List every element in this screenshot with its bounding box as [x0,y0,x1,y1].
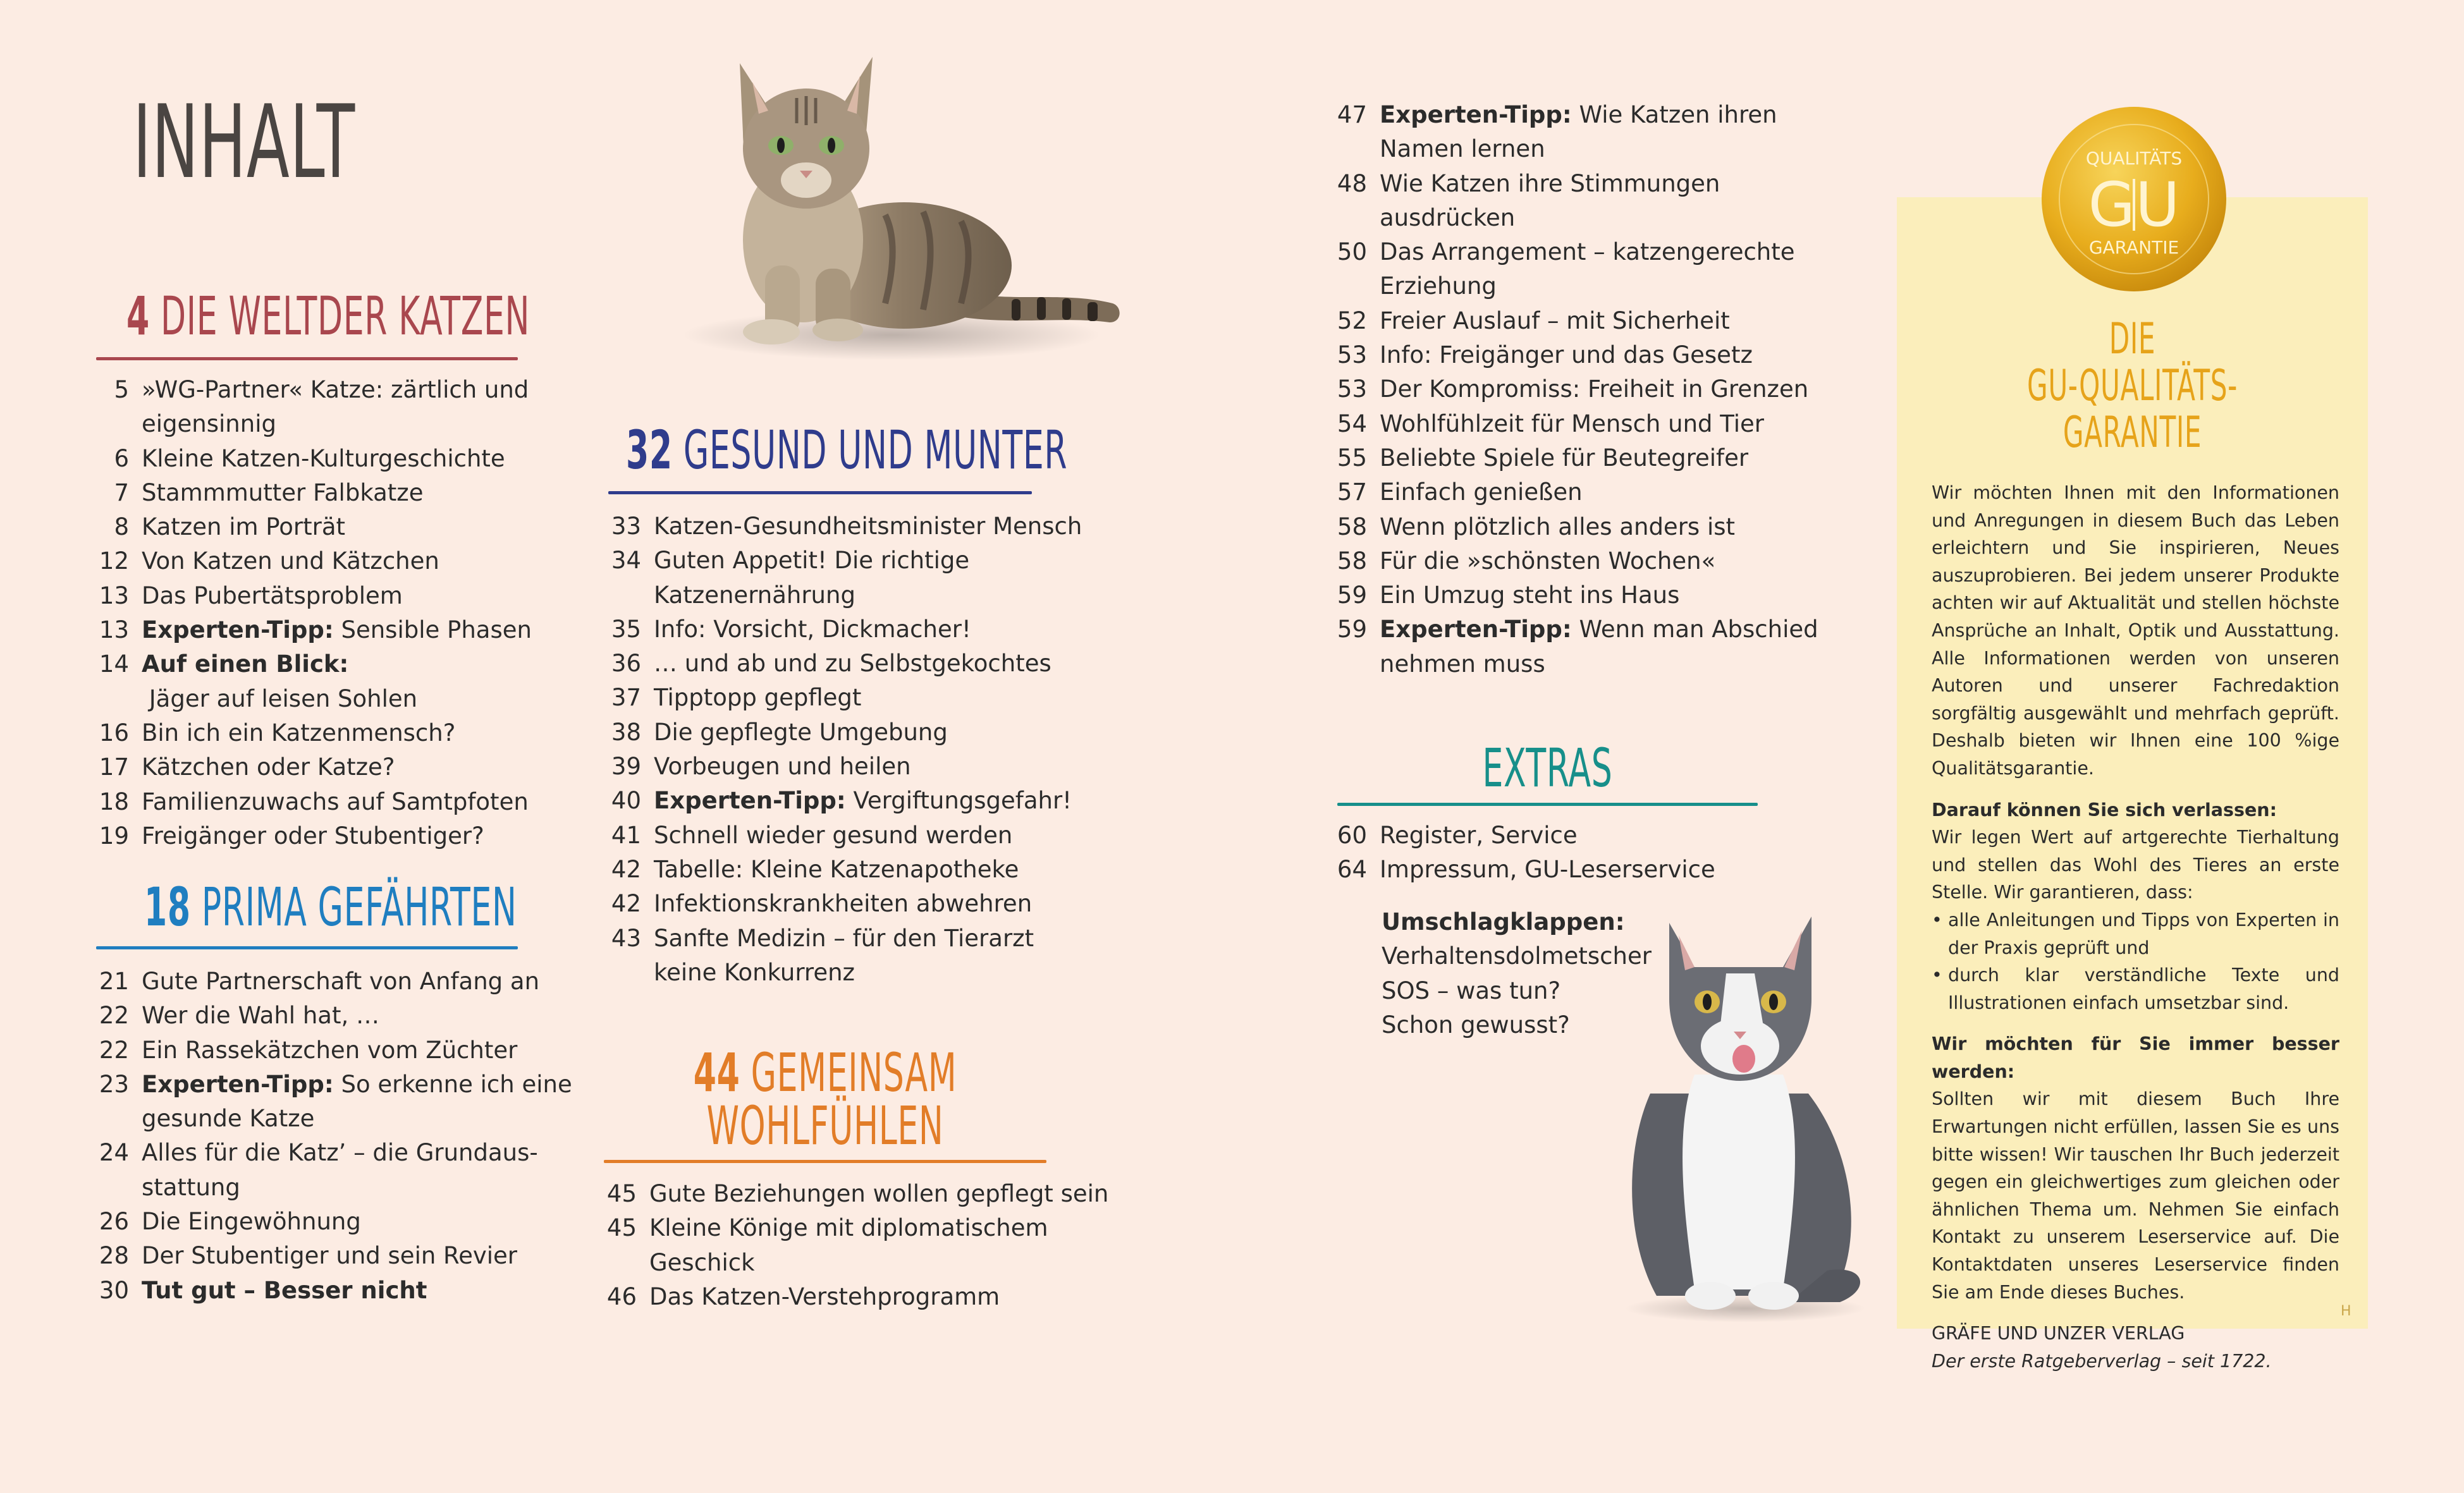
toc-entry[interactable] [1334,338,1840,372]
guarantee-body [1932,479,2339,1375]
toc-entry[interactable] [1334,475,1840,509]
toc-entry-text: Ein Rassekätzchen vom Züchter [142,1036,518,1064]
toc-entry-text: Kleine Katzen-Kulturgeschichte [142,444,505,472]
toc-entry[interactable] [608,716,1089,750]
section-number: 18 [144,876,191,938]
toc-entry[interactable] [1334,819,1840,853]
tabby-cat-image [658,38,1138,379]
toc-entry-text: Stammmutter Falbkatze [142,478,424,506]
seal-bottom-text: GARANTIE [2088,237,2179,258]
toc-page-number: 59 [1337,582,1367,609]
toc-entry-text: Freigänger oder Stubentiger? [142,822,484,850]
page-title: INHALT [133,83,355,201]
toc-entry-text: Katzenernährung [654,581,855,609]
toc-entry[interactable] [1334,510,1840,544]
toc-page-number: 59 [1337,616,1367,643]
toc-entry[interactable] [96,510,577,544]
toc-entry-text: eigensinnig [142,410,276,438]
toc-page-number: 13 [99,582,129,609]
gu-quality-seal [2039,104,2229,294]
toc-entry-text: Bin ich ein Katzenmensch? [142,719,456,746]
toc-page-number: 58 [1337,513,1367,540]
toc-entry-text: Wohlfühlzeit für Mensch und Tier [1380,410,1765,437]
toc-entry[interactable] [96,1033,577,1068]
toc-page-number: 53 [1337,375,1367,403]
toc-page-number: 48 [1337,169,1367,197]
toc-entry-text: Einfach genießen [1380,478,1583,506]
guarantee-heading [1987,316,2279,456]
toc-page-number: 17 [99,753,129,781]
toc-entry-text: keine Konkurrenz [654,958,855,986]
toc-entry-text: Wenn plötzlich alles anders ist [1380,513,1736,540]
toc-entry-label: Experten-Tipp: [1380,616,1572,643]
toc-entry-text: Tabelle: Kleine Katzenapotheke [654,855,1019,883]
toc-entry[interactable] [608,819,1089,853]
cover-flap-item: SOS – was tun? [1382,977,1561,1004]
toc-page-number: 34 [611,547,641,575]
toc-entry[interactable] [604,1177,1109,1211]
toc-entry-text: Die Eingewöhnung [142,1208,361,1236]
guarantee-bullet-list [1932,906,2339,1016]
toc-entry[interactable] [96,476,577,510]
toc-entry-text: Freier Auslauf – mit Sicherheit [1380,307,1730,334]
toc-entry-text: Familienzuwachs auf Samtpfoten [142,788,529,815]
toc-entry-text: Beliebte Spiele für Beutegreifer [1380,444,1749,472]
toc-page-number: 39 [611,753,641,781]
toc-entry-text: Jäger auf leisen Sohlen [142,685,418,712]
toc-page-number: 45 [606,1180,637,1207]
toc-list-gesund [608,509,1089,990]
toc-page-number: 38 [611,718,641,746]
toc-entry-text: Das Katzen-Verstehprogramm [649,1283,1000,1310]
toc-entry[interactable] [608,544,1089,578]
toc-page-number: 23 [99,1070,129,1098]
section-number: 32 [626,419,673,481]
toc-page-number: 13 [99,616,129,644]
toc-entry[interactable] [608,887,1089,921]
toc-entry[interactable] [608,750,1089,784]
toc-page-number: 22 [99,1036,129,1064]
toc-entry[interactable] [96,442,577,476]
cover-flap-item: Schon gewusst? [1382,1011,1570,1039]
toc-page-number: 35 [611,615,641,643]
toc-page-number: 55 [1337,444,1367,472]
section-heading-welt [126,284,530,348]
toc-entry-text: Vorbeugen und heilen [654,753,911,781]
toc-entry[interactable] [96,965,577,999]
toc-entry-text: Das Pubertätsproblem [142,582,403,609]
toc-entry-text: Gute Beziehungen wollen gepflegt sein [649,1180,1109,1207]
toc-entry-text: Wer die Wahl hat, … [142,1002,379,1030]
toc-entry-text: … und ab und zu Selbstgekochtes [654,650,1051,678]
toc-page-number: 46 [606,1283,637,1310]
section-title: EXTRAS [1482,737,1613,799]
toc-page-number: 36 [611,650,641,678]
toc-entry-text: stattung [142,1173,240,1201]
toc-entry-label: Experten-Tipp: [654,787,846,815]
toc-list-gemeinsam [604,1177,1109,1314]
toc-entry-text: Wenn man Abschied [1571,616,1818,643]
toc-page-number: 64 [1337,856,1367,884]
guarantee-paragraph: Wir legen Wert auf artgerechte Tierhaltung und stellen das Wohl des Tieres an erste Stelle. Wir garantieren, dass: [1932,827,2339,903]
toc-entry[interactable] [1334,407,1840,441]
toc-entry[interactable] [96,579,577,613]
toc-page-number: 58 [1337,547,1367,575]
toc-entry-text: Kleine Könige mit diplomatischem [649,1214,1048,1242]
guarantee-bullet: • durch klar verständliche Texte und Illustrationen einfach umsetzbar sind. [1932,961,2339,1016]
toc-page-number: 21 [99,968,129,995]
toc-entry-text: Sanfte Medizin – für den Tierarzt [654,924,1034,952]
toc-entry-text: Info: Freigänger und das Gesetz [1380,341,1753,369]
toc-entry[interactable] [1334,132,1840,166]
toc-entry-text: nehmen muss [1380,650,1545,678]
toc-entry-text: »WG-Partner« Katze: zärtlich und [142,376,529,403]
seal-top-text: QUALITÄTS [2085,148,2183,169]
grey-white-cat-image [1600,885,1884,1327]
toc-entry-text: Katzen im Porträt [142,513,346,541]
toc-entry[interactable] [1334,167,1840,201]
toc-entry-text: Ein Umzug steht ins Haus [1380,582,1680,609]
toc-page-number: 7 [114,478,129,506]
section-number: 4 [126,285,150,347]
toc-entry[interactable] [96,544,577,578]
toc-entry-text: Alles für die Katz’ – die Grundaus- [142,1139,538,1167]
section-underline [96,946,518,949]
toc-entry[interactable] [96,613,577,647]
toc-entry-text: Schnell wieder gesund werden [654,821,1013,849]
toc-entry[interactable] [608,647,1089,681]
toc-entry[interactable] [608,956,1089,990]
toc-entry-label: Auf einen Blick: [142,650,349,678]
publisher-name: GRÄFE UND UNZER VERLAG [1932,1323,2185,1344]
toc-page-number: 16 [99,719,129,746]
toc-page-number: 18 [99,788,129,815]
toc-entry[interactable] [96,1171,577,1205]
toc-entry[interactable] [604,1211,1097,1245]
toc-entry-text: Katzen-Gesundheitsminister Mensch [654,513,1082,540]
toc-entry[interactable] [1334,441,1840,475]
toc-entry-text: Infektionskrankheiten abwehren [654,890,1033,918]
toc-entry[interactable] [96,1102,577,1136]
toc-entry[interactable] [1334,235,1840,269]
section-heading-extras [1337,736,1758,800]
toc-entry-text: Gute Partnerschaft von Anfang an [142,968,540,995]
section-number: 44 [693,1042,740,1104]
toc-entry[interactable] [1334,98,1840,132]
toc-page-number: 41 [611,821,641,849]
guarantee-bullet: • alle Anleitungen und Tipps von Experten in der Praxis geprüft und [1932,906,2339,961]
toc-page-number: 24 [99,1139,129,1167]
toc-entry[interactable] [608,853,1089,887]
toc-entry-text: Namen lernen [1380,135,1545,163]
toc-entry[interactable] [96,1205,577,1239]
guarantee-paragraph: Wir möchten Ihnen mit den Informationen und Anregungen in diesem Buch das Leben erleichtern und Sie inspirieren, Neues auszuprobieren. Bei jedem unserer Produkte achten wir auf Aktualität und stellen höchste Ansprüche an Inhalt, Optik und Ausstattung. Alle Informationen werden von unseren Autoren und unserer Fachredaktion sorgfältig ausgewählt und mehrfach geprüft. Deshalb bieten wir Ihnen eine 100 %ige Qualitätsgarantie. [1932,482,2339,779]
toc-entry[interactable] [96,999,577,1033]
section-title-line2: WOHLFÜHLEN [706,1095,944,1157]
guarantee-heading-line: GARANTIE [2063,408,2202,458]
toc-page-number: 5 [114,376,129,403]
toc-entry[interactable] [96,716,577,750]
toc-page-number: 40 [611,787,641,815]
toc-entry-text: Guten Appetit! Die richtige [654,547,970,575]
guarantee-paragraph: Sollten wir mit diesem Buch Ihre Erwartungen nicht erfüllen, lassen Sie es uns bitte wissen! Wir tauschen Ihr Buch jederzeit gegen ein gleichwertiges zum gleichen oder ähnlichen Thema um. Nehmen Sie einfach Kontakt zu unserem Leserservice auf. Die Kontaktdaten unseres Leserservice finden Sie am Ende dieses Buches. [1932,1088,2339,1303]
section-title: DIE WELTDER KATZEN [161,285,530,347]
toc-entry[interactable] [1334,647,1840,681]
toc-entry[interactable] [96,1239,577,1273]
toc-entry-text: Der Kompromiss: Freiheit in Grenzen [1380,375,1809,403]
toc-entry-text: Vergiftungsgefahr! [845,787,1072,815]
toc-entry-text: gesunde Katze [142,1105,315,1133]
toc-entry[interactable] [608,509,1089,544]
toc-entry[interactable] [604,1246,1097,1280]
toc-entry[interactable] [96,785,577,819]
publisher-tagline: Der erste Ratgeberverlag – seit 1722. [1932,1350,2272,1372]
toc-entry-text: Wie Katzen ihre Stimmungen [1380,169,1720,197]
toc-entry[interactable] [608,578,1089,612]
toc-entry-label: Tut gut – Besser nicht [142,1276,427,1304]
toc-entry[interactable] [96,1136,577,1170]
toc-entry-text: Register, Service [1380,822,1578,849]
toc-entry-text: Info: Vorsicht, Dickmacher! [654,615,971,643]
toc-page-number: 26 [99,1208,129,1236]
toc-list-welt [96,373,577,853]
guarantee-box [1897,197,2368,1372]
section-underline [1337,803,1758,806]
toc-page-number: 47 [1337,101,1367,128]
seal-logo-text: GU [2088,169,2180,240]
toc-entry-text: Sensible Phasen [333,616,532,644]
toc-entry-text: Impressum, GU-Leserservice [1380,856,1715,884]
toc-entry[interactable] [608,922,1089,956]
toc-list-prima [96,965,577,1308]
section-underline [608,491,1032,494]
toc-page-number: 43 [611,924,641,952]
toc-page-number: 22 [99,1002,129,1030]
toc-page-number: 53 [1337,341,1367,369]
toc-page-number: 6 [114,444,129,472]
toc-list-extras [1334,819,1840,887]
toc-page-number: 30 [99,1276,129,1304]
toc-entry[interactable] [1334,304,1840,338]
toc-entry[interactable] [604,1280,1097,1314]
section-title-line1 [688,1042,962,1104]
toc-entry-label: Experten-Tipp: [142,1070,334,1098]
toc-entry[interactable] [1334,578,1840,612]
section-heading-gemeinsam [604,1042,1046,1157]
toc-page-number: 33 [611,513,641,540]
toc-entry[interactable] [96,1274,577,1308]
toc-entry-text: Erziehung [1380,272,1497,300]
toc-entry-text: Geschick [649,1248,755,1276]
toc-entry-text: Die gepflegte Umgebung [654,718,948,746]
toc-page-number: 45 [606,1214,637,1242]
toc-entry[interactable] [608,784,1089,818]
section-heading-prima [144,875,517,939]
toc-entry-text: Tipptopp gepflegt [654,684,862,712]
guarantee-subheading: Darauf können Sie sich verlassen: [1932,799,2277,820]
cover-flaps-label: Umschlagklappen: [1382,908,1625,935]
toc-page-number: 28 [99,1242,129,1270]
toc-entry-text: Für die »schönsten Wochen« [1380,547,1716,575]
toc-entry-label: Experten-Tipp: [1380,101,1572,128]
toc-page-number: 42 [611,890,641,918]
toc-page-number: 52 [1337,307,1367,334]
toc-entry[interactable] [96,1068,577,1102]
toc-entry[interactable] [1334,612,1840,647]
corner-mark: H [2341,1303,2351,1319]
toc-entry[interactable] [96,407,577,441]
section-title: GESUND UND MUNTER [683,419,1068,481]
toc-entry-text: Von Katzen und Kätzchen [142,547,439,575]
toc-entry[interactable] [96,819,577,853]
toc-entry[interactable] [608,681,1089,715]
toc-entry[interactable] [1334,544,1840,578]
section-heading-gesund [626,418,1067,482]
toc-entry-text: Das Arrangement – katzengerechte [1380,238,1795,266]
section-underline [604,1160,1046,1163]
section-underline [96,357,518,360]
toc-page-number: 42 [611,855,641,883]
toc-entry[interactable] [96,647,577,716]
toc-entry[interactable] [1334,201,1840,235]
toc-page-number: 19 [99,822,129,850]
toc-entry[interactable] [1334,269,1840,303]
guarantee-heading-line: GU-QUALITÄTS- [2027,361,2238,411]
toc-entry-text: Der Stubentiger und sein Revier [142,1242,518,1270]
toc-entry[interactable] [608,612,1089,647]
toc-entry-label: Experten-Tipp: [142,616,334,644]
toc-entry[interactable] [1334,372,1840,406]
toc-page-number: 12 [99,547,129,575]
toc-page-number: 50 [1337,238,1367,266]
section-title: PRIMA GEFÄHRTEN [201,876,517,938]
toc-page-number: 14 [99,650,129,678]
toc-page-number: 37 [611,684,641,712]
guarantee-subheading: Wir möchten für Sie immer besser werden: [1932,1033,2339,1082]
toc-entry-text: Wie Katzen ihren [1571,101,1777,128]
toc-list-continued [1334,98,1840,681]
toc-entry[interactable] [96,750,577,784]
cover-flap-item: Verhaltensdolmetscher [1382,942,1652,970]
guarantee-heading-line: DIE [2109,314,2156,364]
toc-entry[interactable] [96,373,577,407]
toc-entry-text: So erkenne ich eine [333,1070,572,1098]
toc-entry[interactable] [1334,853,1840,887]
section-title: GEMEINSAM [751,1042,957,1104]
toc-entry-text: ausdrücken [1380,204,1516,231]
toc-page-number: 54 [1337,410,1367,437]
toc-page-number: 57 [1337,478,1367,506]
toc-entry-text: Kätzchen oder Katze? [142,753,395,781]
toc-page-number: 8 [114,513,129,541]
toc-page-number: 60 [1337,822,1367,849]
